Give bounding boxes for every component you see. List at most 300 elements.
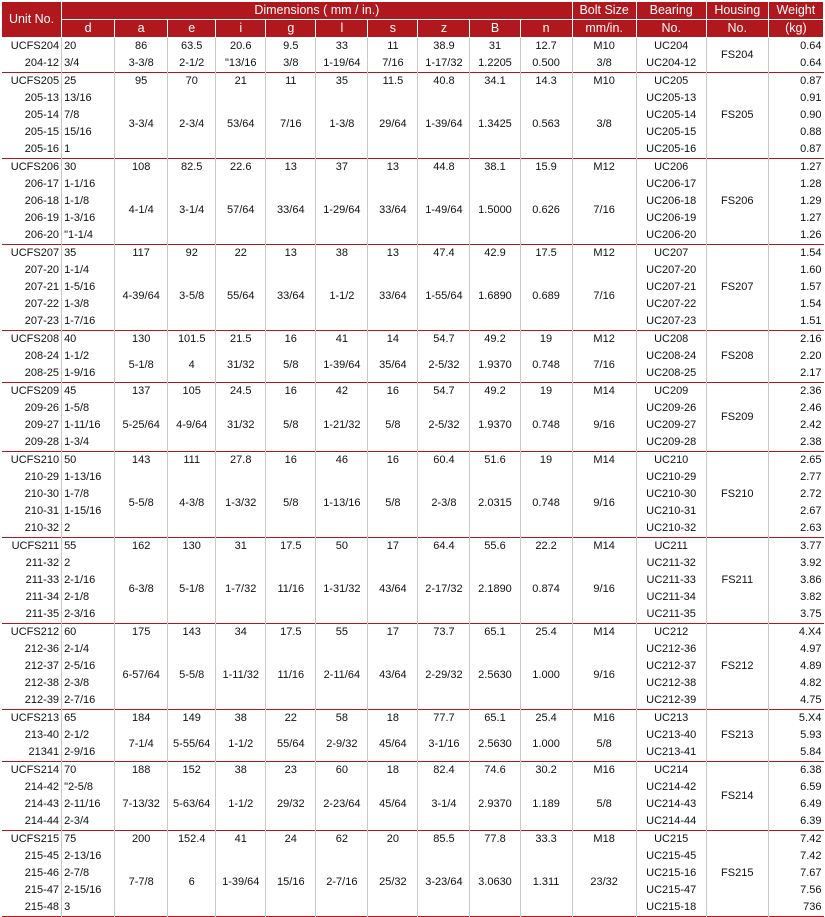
bolt-size-mm: M10	[593, 75, 615, 87]
unit-no: 214-43	[24, 798, 60, 810]
dim-e-mm: 149	[182, 712, 201, 724]
housing-no-cell	[706, 452, 768, 538]
dim-l-mm: 37	[335, 161, 348, 173]
dim-l-mm: 58	[335, 712, 348, 724]
dim-e-mm: 101.5	[177, 333, 206, 345]
unit-no: 209-28	[24, 436, 60, 448]
dim-n-cell	[520, 383, 572, 452]
weight-cell	[768, 452, 823, 538]
dim-n-in: 0.874	[532, 582, 560, 595]
dim-a-cell	[115, 831, 168, 917]
bolt-size-cell	[572, 762, 636, 831]
dim-l-mm: 38	[335, 247, 348, 259]
dim-a-in: 5-25/64	[122, 419, 160, 431]
unit-no: 207-23	[24, 315, 60, 327]
dim-B-mm: 51.6	[484, 454, 506, 466]
dim-d: 1-3/8	[64, 298, 90, 310]
dim-d: 3	[64, 901, 71, 913]
dim-e-in: 5-55/64	[173, 737, 211, 750]
dim-d-cell	[62, 383, 115, 452]
unit-no: 212-36	[24, 643, 60, 655]
bearing-no: UC211	[654, 540, 688, 552]
bolt-size-mm: M14	[593, 540, 615, 552]
dim-i-in: 31/32	[226, 358, 255, 371]
unit-no: UCFS215	[10, 833, 60, 845]
dim-n-mm: 25.4	[535, 712, 557, 724]
dim-n-in: 0.626	[532, 203, 560, 216]
unit-no: 211-33	[25, 574, 60, 586]
dim-e-in: 6	[188, 875, 195, 888]
bolt-size-in: 9/16	[593, 582, 615, 595]
dim-d: 1-3/16	[64, 212, 96, 224]
dim-n-cell	[520, 73, 572, 159]
dim-z-mm: 54.7	[433, 385, 455, 397]
unit-no: 214-42	[24, 781, 60, 793]
dim-s-in: 25/32	[379, 875, 407, 888]
dim-z-cell	[418, 762, 470, 831]
dim-a-in: 3-3/8	[128, 57, 154, 69]
dim-s-mm: 11	[387, 40, 399, 52]
unit-no-cell	[2, 73, 62, 159]
weight: 7.56	[800, 884, 822, 896]
dim-g-cell	[266, 452, 316, 538]
dim-n-cell	[520, 38, 572, 73]
unit-no: 215-48	[24, 901, 60, 913]
dim-e-in: 4-3/8	[179, 496, 205, 509]
weight: 7.67	[800, 867, 822, 879]
dim-n-in: 1.189	[532, 798, 560, 810]
housing-no: FS214	[721, 789, 754, 802]
dim-g-mm: 13	[284, 161, 297, 173]
dim-d: 2	[64, 522, 71, 534]
bearing-no: UC212-37	[646, 660, 697, 672]
unit-no: UCFS209	[10, 385, 60, 397]
weight: 1.60	[800, 264, 822, 276]
housing-no-cell	[706, 710, 768, 762]
bearing-no: UC207-20	[646, 264, 697, 276]
dim-g-in: 3/8	[283, 57, 299, 69]
dim-l-cell	[316, 831, 368, 917]
dim-d: 2-1/2	[64, 729, 90, 741]
dim-s-mm: 11.5	[382, 75, 404, 87]
dim-i-mm: 21.5	[230, 333, 252, 345]
dim-n-in: 0.563	[532, 117, 560, 130]
header-dim-n: n	[520, 20, 572, 38]
table-body	[2, 38, 824, 917]
header-dim-i: i	[216, 20, 266, 38]
dim-a-cell	[115, 331, 168, 383]
weight-cell	[768, 159, 823, 245]
dim-B-in: 1.9370	[478, 358, 512, 371]
bearing-no-cell	[636, 159, 706, 245]
bearing-no: UC206	[654, 161, 689, 173]
dim-z-in: 3-1/4	[431, 798, 457, 810]
table-row	[2, 762, 824, 831]
weight: 5.84	[800, 746, 822, 758]
dim-z-cell	[418, 383, 470, 452]
dim-d-cell	[62, 710, 115, 762]
bolt-size-cell	[572, 538, 636, 624]
dim-i-cell	[216, 331, 266, 383]
dim-g-mm: 11	[285, 75, 297, 87]
dim-s-in: 7/16	[382, 57, 404, 69]
header-weight: Weight	[768, 2, 823, 20]
dim-d-cell	[62, 73, 115, 159]
dim-B-cell	[470, 73, 520, 159]
bolt-size-cell	[572, 452, 636, 538]
housing-no-cell	[706, 159, 768, 245]
unit-no: 208-25	[24, 367, 60, 379]
weight: 2.77	[800, 471, 822, 483]
weight: 5.X4	[798, 712, 822, 724]
dim-z-cell	[418, 73, 470, 159]
dim-a-cell	[115, 245, 168, 331]
bearing-no: UC210-32	[646, 522, 697, 534]
dim-g-mm: 24	[284, 833, 297, 845]
bolt-size-cell	[572, 331, 636, 383]
bolt-size-in: 9/16	[593, 419, 615, 431]
dim-l-in: 1-21/32	[323, 419, 361, 431]
dim-z-mm: 64.4	[433, 540, 455, 552]
table-row	[2, 245, 824, 331]
dim-i-in: 57/64	[226, 203, 255, 216]
dim-d: 55	[64, 540, 77, 552]
dim-d: 2-3/8	[64, 677, 90, 689]
dim-d: 1-7/8	[64, 488, 90, 500]
bearing-no: UC212-36	[646, 643, 697, 655]
weight-cell	[768, 762, 823, 831]
dim-B-cell	[470, 624, 520, 710]
dim-d: 1-5/8	[64, 402, 90, 414]
dim-g-cell	[266, 831, 316, 917]
dim-n-mm: 33.3	[535, 833, 557, 845]
header-dim-d: d	[62, 20, 115, 38]
header-dim-g: g	[266, 20, 316, 38]
bolt-size-cell	[572, 38, 636, 73]
dim-i-in: 53/64	[226, 117, 255, 130]
dim-z-mm: 44.8	[433, 161, 455, 173]
dim-d: 2-7/16	[64, 694, 96, 706]
dim-l-cell	[316, 331, 368, 383]
unit-no: UCFS210	[10, 454, 60, 466]
dim-l-in: 1-29/64	[323, 203, 361, 216]
dim-B-mm: 31	[488, 40, 502, 52]
dim-d: 65	[64, 712, 77, 724]
dim-a-in: 5-5/8	[128, 496, 154, 509]
dim-s-mm: 16	[386, 385, 400, 397]
dim-l-in: 2-23/64	[323, 798, 361, 810]
dim-g-cell	[266, 73, 316, 159]
dim-B-mm: 74.6	[484, 764, 506, 776]
unit-no: 208-24	[24, 350, 60, 362]
bearing-no: UC205-13	[646, 92, 697, 104]
dim-B-mm: 65.1	[484, 712, 506, 724]
dim-z-mm: 73.7	[433, 626, 455, 638]
bolt-size-mm: M16	[593, 712, 615, 724]
dim-e-in: 4	[188, 358, 195, 371]
weight: 2.46	[800, 402, 822, 414]
dim-a-cell	[115, 73, 168, 159]
header-dim-e: e	[168, 20, 216, 38]
dim-d-cell	[62, 245, 115, 331]
unit-no: 214-44	[24, 815, 60, 827]
dim-s-cell	[368, 710, 418, 762]
dim-d: 25	[64, 75, 77, 87]
unit-no: 211-32	[25, 557, 60, 569]
dim-s-cell	[368, 73, 418, 159]
unit-no: 206-19	[24, 212, 60, 224]
dim-a-in: 4-1/4	[128, 203, 154, 216]
bearing-no: UC212-39	[646, 694, 697, 706]
weight: 2.17	[800, 367, 822, 379]
dim-z-mm: 82.4	[433, 764, 455, 776]
weight: 7.42	[800, 850, 822, 862]
dim-s-in: 35/64	[379, 358, 407, 371]
dim-d: 2-15/16	[64, 884, 102, 896]
table-row	[2, 159, 824, 245]
weight: 2.65	[800, 454, 822, 466]
bolt-size-in: 3/8	[596, 57, 612, 69]
housing-no: FS212	[721, 660, 754, 672]
dim-d: 1-11/16	[64, 419, 101, 431]
dim-B-mm: 34.1	[484, 75, 506, 87]
dim-i-cell	[216, 452, 266, 538]
dim-a-mm: 175	[131, 626, 151, 638]
dim-i-mm: 21	[234, 75, 247, 87]
dim-z-in: 1-55/64	[425, 289, 463, 302]
dim-B-mm: 55.6	[484, 540, 506, 552]
bolt-size-in: 5/8	[596, 798, 612, 810]
unit-no: 210-30	[24, 488, 60, 500]
dim-n-cell	[520, 710, 572, 762]
dim-l-cell	[316, 245, 368, 331]
dim-g-mm: 17.5	[280, 626, 302, 638]
unit-no-cell	[2, 624, 62, 710]
dim-d: 2-1/16	[64, 574, 96, 586]
unit-no: 212-39	[24, 694, 60, 706]
bearing-no: UC207	[654, 247, 689, 259]
dim-B-in: 2.5630	[478, 737, 512, 750]
unit-no: 205-16	[24, 143, 60, 155]
dim-d-cell	[62, 762, 115, 831]
dim-n-mm: 19	[539, 454, 553, 466]
dim-e-in: 3-1/4	[179, 203, 205, 216]
bearing-no: UC205-14	[646, 109, 697, 121]
bearing-no: UC208	[654, 333, 689, 345]
weight: 736	[803, 901, 822, 913]
dim-g-in: 5/8	[283, 419, 299, 431]
bearing-no-cell	[636, 710, 706, 762]
dim-d: 2-11/16	[64, 798, 101, 810]
bearing-no-cell	[636, 624, 706, 710]
dim-d-cell	[62, 624, 115, 710]
bolt-size-in: 3/8	[596, 117, 612, 130]
dim-s-in: 33/64	[379, 203, 407, 216]
dim-a-mm: 162	[131, 540, 151, 552]
unit-no: UCFS213	[10, 712, 60, 724]
dim-d: 7/8	[64, 109, 80, 121]
housing-no: FS205	[721, 109, 754, 121]
bearing-no: UC204	[654, 40, 689, 52]
weight-cell	[768, 245, 823, 331]
dim-B-mm: 42.9	[484, 247, 506, 259]
weight: 0.64	[800, 57, 822, 69]
weight: 4.75	[800, 694, 822, 706]
unit-no: 209-26	[24, 402, 60, 414]
bearing-no: UC215-45	[646, 850, 697, 862]
unit-no: 215-46	[24, 867, 60, 879]
dim-d: 1-15/16	[64, 505, 102, 517]
dim-l-mm: 46	[335, 454, 348, 466]
unit-no: 204-12	[24, 57, 60, 69]
unit-no: 207-22	[24, 298, 60, 310]
bearing-no: UC211-35	[646, 608, 696, 620]
dim-i-cell	[216, 762, 266, 831]
header-dimensions: Dimensions ( mm / in.)	[62, 2, 573, 20]
dim-i-mm: 22.6	[230, 161, 252, 173]
dim-d: 1-5/16	[64, 281, 96, 293]
bolt-size-mm: M14	[593, 626, 615, 638]
weight: 5.93	[800, 729, 822, 741]
dim-s-cell	[368, 762, 418, 831]
dim-g-mm: 17.5	[280, 540, 302, 552]
housing-no: FS204	[721, 48, 754, 61]
dim-l-mm: 33	[335, 40, 348, 52]
weight: 6.39	[800, 815, 822, 827]
weight: 4.82	[800, 677, 822, 689]
dim-d-cell	[62, 159, 115, 245]
weight: 1.54	[800, 247, 822, 259]
bolt-size-in: 23/32	[590, 875, 618, 888]
bearing-no-cell	[636, 452, 706, 538]
dim-s-mm: 16	[386, 454, 400, 466]
dim-s-in: 29/64	[379, 117, 407, 130]
unit-no-cell	[2, 831, 62, 917]
dim-d: 2-7/8	[64, 867, 90, 879]
dim-s-mm: 17	[386, 540, 400, 552]
bearing-no: UC214-42	[646, 781, 697, 793]
dim-s-in: 33/64	[379, 289, 407, 302]
bolt-size-in: 7/16	[593, 203, 615, 216]
dim-g-mm: 23	[284, 764, 297, 776]
dim-l-cell	[316, 538, 368, 624]
bearing-no: UC211-32	[646, 557, 696, 569]
unit-no: 213-40	[24, 729, 60, 741]
dim-e-mm: 63.5	[181, 40, 203, 52]
weight: 3.77	[800, 540, 822, 552]
weight: 7.42	[800, 833, 822, 845]
dim-n-cell	[520, 452, 572, 538]
dim-z-in: 1-39/64	[425, 117, 463, 130]
dim-i-in: 1-39/64	[222, 875, 260, 888]
dim-d: 1-13/16	[64, 471, 102, 483]
unit-no-cell	[2, 538, 62, 624]
dim-e-cell	[168, 710, 216, 762]
dim-i-mm: 27.8	[230, 454, 252, 466]
dim-B-in: 1.6890	[478, 289, 512, 302]
bearing-no: UC208-24	[646, 350, 697, 362]
dim-B-mm: 77.8	[484, 833, 506, 845]
dim-z-in: 2-5/32	[428, 419, 460, 431]
weight-cell	[768, 831, 823, 917]
weight: 2.20	[800, 350, 822, 362]
dim-a-mm: 95	[135, 75, 148, 87]
weight: 0.90	[800, 109, 822, 121]
bolt-size-cell	[572, 831, 636, 917]
weight: 0.64	[800, 40, 822, 52]
dim-i-mm: 22	[234, 247, 247, 259]
unit-no: UCFS211	[11, 540, 60, 552]
bearing-no: UC206-19	[646, 212, 697, 224]
bearing-no: UC215-18	[646, 901, 697, 913]
header-dim-a: a	[115, 20, 168, 38]
dim-z-in: 2-3/8	[431, 496, 457, 509]
bearing-no-cell	[636, 538, 706, 624]
dim-n-mm: 19	[539, 385, 553, 397]
dim-a-mm: 108	[131, 161, 151, 173]
dim-a-in: 3-3/4	[128, 117, 154, 130]
housing-no-cell	[706, 331, 768, 383]
unit-no: 206-18	[24, 195, 60, 207]
weight: 2.67	[800, 505, 822, 517]
dim-n-in: 1.000	[532, 737, 560, 750]
dim-i-mm: 34	[234, 626, 247, 638]
dim-g-in: 5/8	[283, 496, 299, 509]
dim-B-cell	[470, 710, 520, 762]
dim-n-in: 0.748	[532, 496, 560, 509]
dim-s-mm: 13	[386, 247, 400, 259]
unit-no: UCFS204	[10, 40, 60, 52]
dim-i-mm: 24.5	[230, 385, 252, 397]
dim-n-mm: 15.9	[535, 161, 557, 173]
housing-no-cell	[706, 245, 768, 331]
unit-no-cell	[2, 383, 62, 452]
bearing-no: UC210-29	[646, 471, 697, 483]
unit-no: 207-21	[24, 281, 60, 293]
dim-n-in: 1.311	[532, 875, 560, 888]
weight: 4.89	[800, 660, 822, 672]
table-header	[2, 2, 824, 38]
ucfs-dimension-table	[1, 1, 824, 917]
bearing-no: UC211-33	[646, 574, 696, 586]
dim-i-in: 31/32	[226, 419, 255, 431]
header-dim-B: B	[470, 20, 520, 38]
dim-a-cell	[115, 38, 168, 73]
dim-a-cell	[115, 762, 168, 831]
dim-z-mm: 38.9	[433, 40, 455, 52]
unit-no-cell	[2, 331, 62, 383]
dim-B-in: 2.0315	[478, 496, 512, 509]
bearing-no-cell	[636, 762, 706, 831]
unit-no: 211-35	[25, 608, 60, 620]
dim-a-mm: 117	[132, 247, 150, 259]
housing-no: FS208	[721, 350, 754, 362]
dim-a-in: 6-3/8	[128, 582, 154, 595]
dim-z-cell	[418, 538, 470, 624]
weight-cell	[768, 73, 823, 159]
dim-g-cell	[266, 624, 316, 710]
unit-no: 207-20	[24, 264, 60, 276]
table-row	[2, 710, 824, 762]
dim-a-mm: 200	[131, 833, 151, 845]
dim-d: 2-3/16	[64, 608, 96, 620]
dim-s-in: 5/8	[385, 496, 401, 509]
dim-d: 2-1/8	[64, 591, 90, 603]
dim-d: 2-1/4	[64, 643, 90, 655]
dim-B-cell	[470, 159, 520, 245]
dim-e-mm: 105	[182, 385, 201, 397]
dim-z-mm: 77.7	[433, 712, 455, 724]
